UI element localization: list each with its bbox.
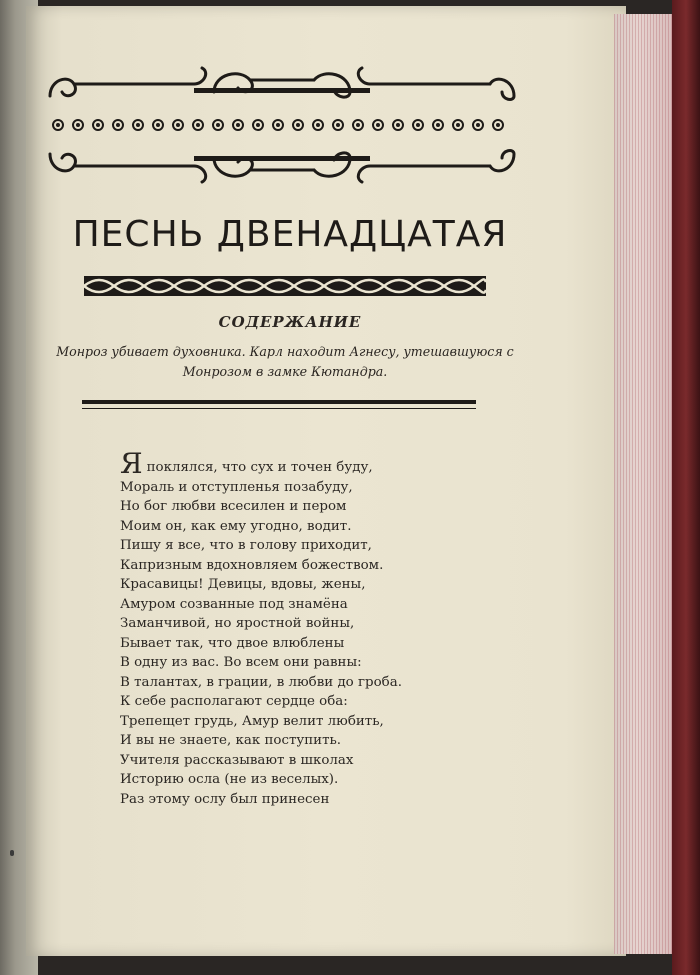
chapter-title: ПЕСНЬ ДВЕНАДЦАТАЯ: [72, 214, 508, 255]
poem-line: Красавицы! Девицы, вдовы, жены,: [120, 577, 366, 592]
drop-cap: Я: [120, 447, 143, 480]
first-line-text: поклялся, что сух и точен буду,: [146, 460, 373, 475]
poem-line: Мораль и отступленья позабуду,: [120, 479, 353, 495]
poem-line: Моим он, как ему угодно, водит.: [120, 518, 352, 534]
poem-line: Бывает так, что двое влюблены: [120, 635, 345, 651]
divider-rule-thin: [82, 408, 476, 409]
poem-line: Но бог любви всесилен и пером: [120, 499, 347, 514]
poem-line: И вы не знаете, как поступить.: [120, 733, 342, 748]
poem-text: [120, 447, 480, 809]
poem-line: В одну из вас. Во всем они равны:: [120, 655, 362, 670]
divider-rule-thick: [82, 400, 476, 404]
poem-line: Учителя рассказывают в школах: [120, 752, 354, 768]
poem-line-first: [120, 447, 480, 480]
contents-heading: СОДЕРЖАНИЕ: [218, 313, 362, 331]
decorative-headpiece-ornament: [44, 62, 520, 186]
poem-line: Пишу я все, что в голову приходит,: [120, 538, 372, 553]
poem-line: Заманчивой, но яростной войны,: [120, 616, 355, 631]
chapter-summary: Монроз убивает духовника. Карл находит Агнесу, утешавшуюся с Монрозом в замке Кютандра.: [56, 344, 514, 379]
poem-line: Раз этому ослу был принесен: [120, 791, 330, 807]
decorative-braid-divider: [84, 276, 486, 296]
poem-line: К себе располагают сердце оба:: [120, 694, 348, 709]
book-cover-right: [672, 0, 700, 975]
page-block-edge: [614, 14, 677, 954]
page-speck: [10, 850, 14, 856]
poem-line: Амуром созванные под знамёна: [120, 596, 348, 612]
poem-line: Трепещет грудь, Амур велит любить,: [120, 713, 384, 729]
poem-line: Историю осла (не из веселых).: [120, 772, 339, 787]
poem-line: В талантах, в грации, в любви до гроба.: [120, 674, 402, 690]
poem-line: Капризным вдохновляем божеством.: [120, 557, 384, 573]
